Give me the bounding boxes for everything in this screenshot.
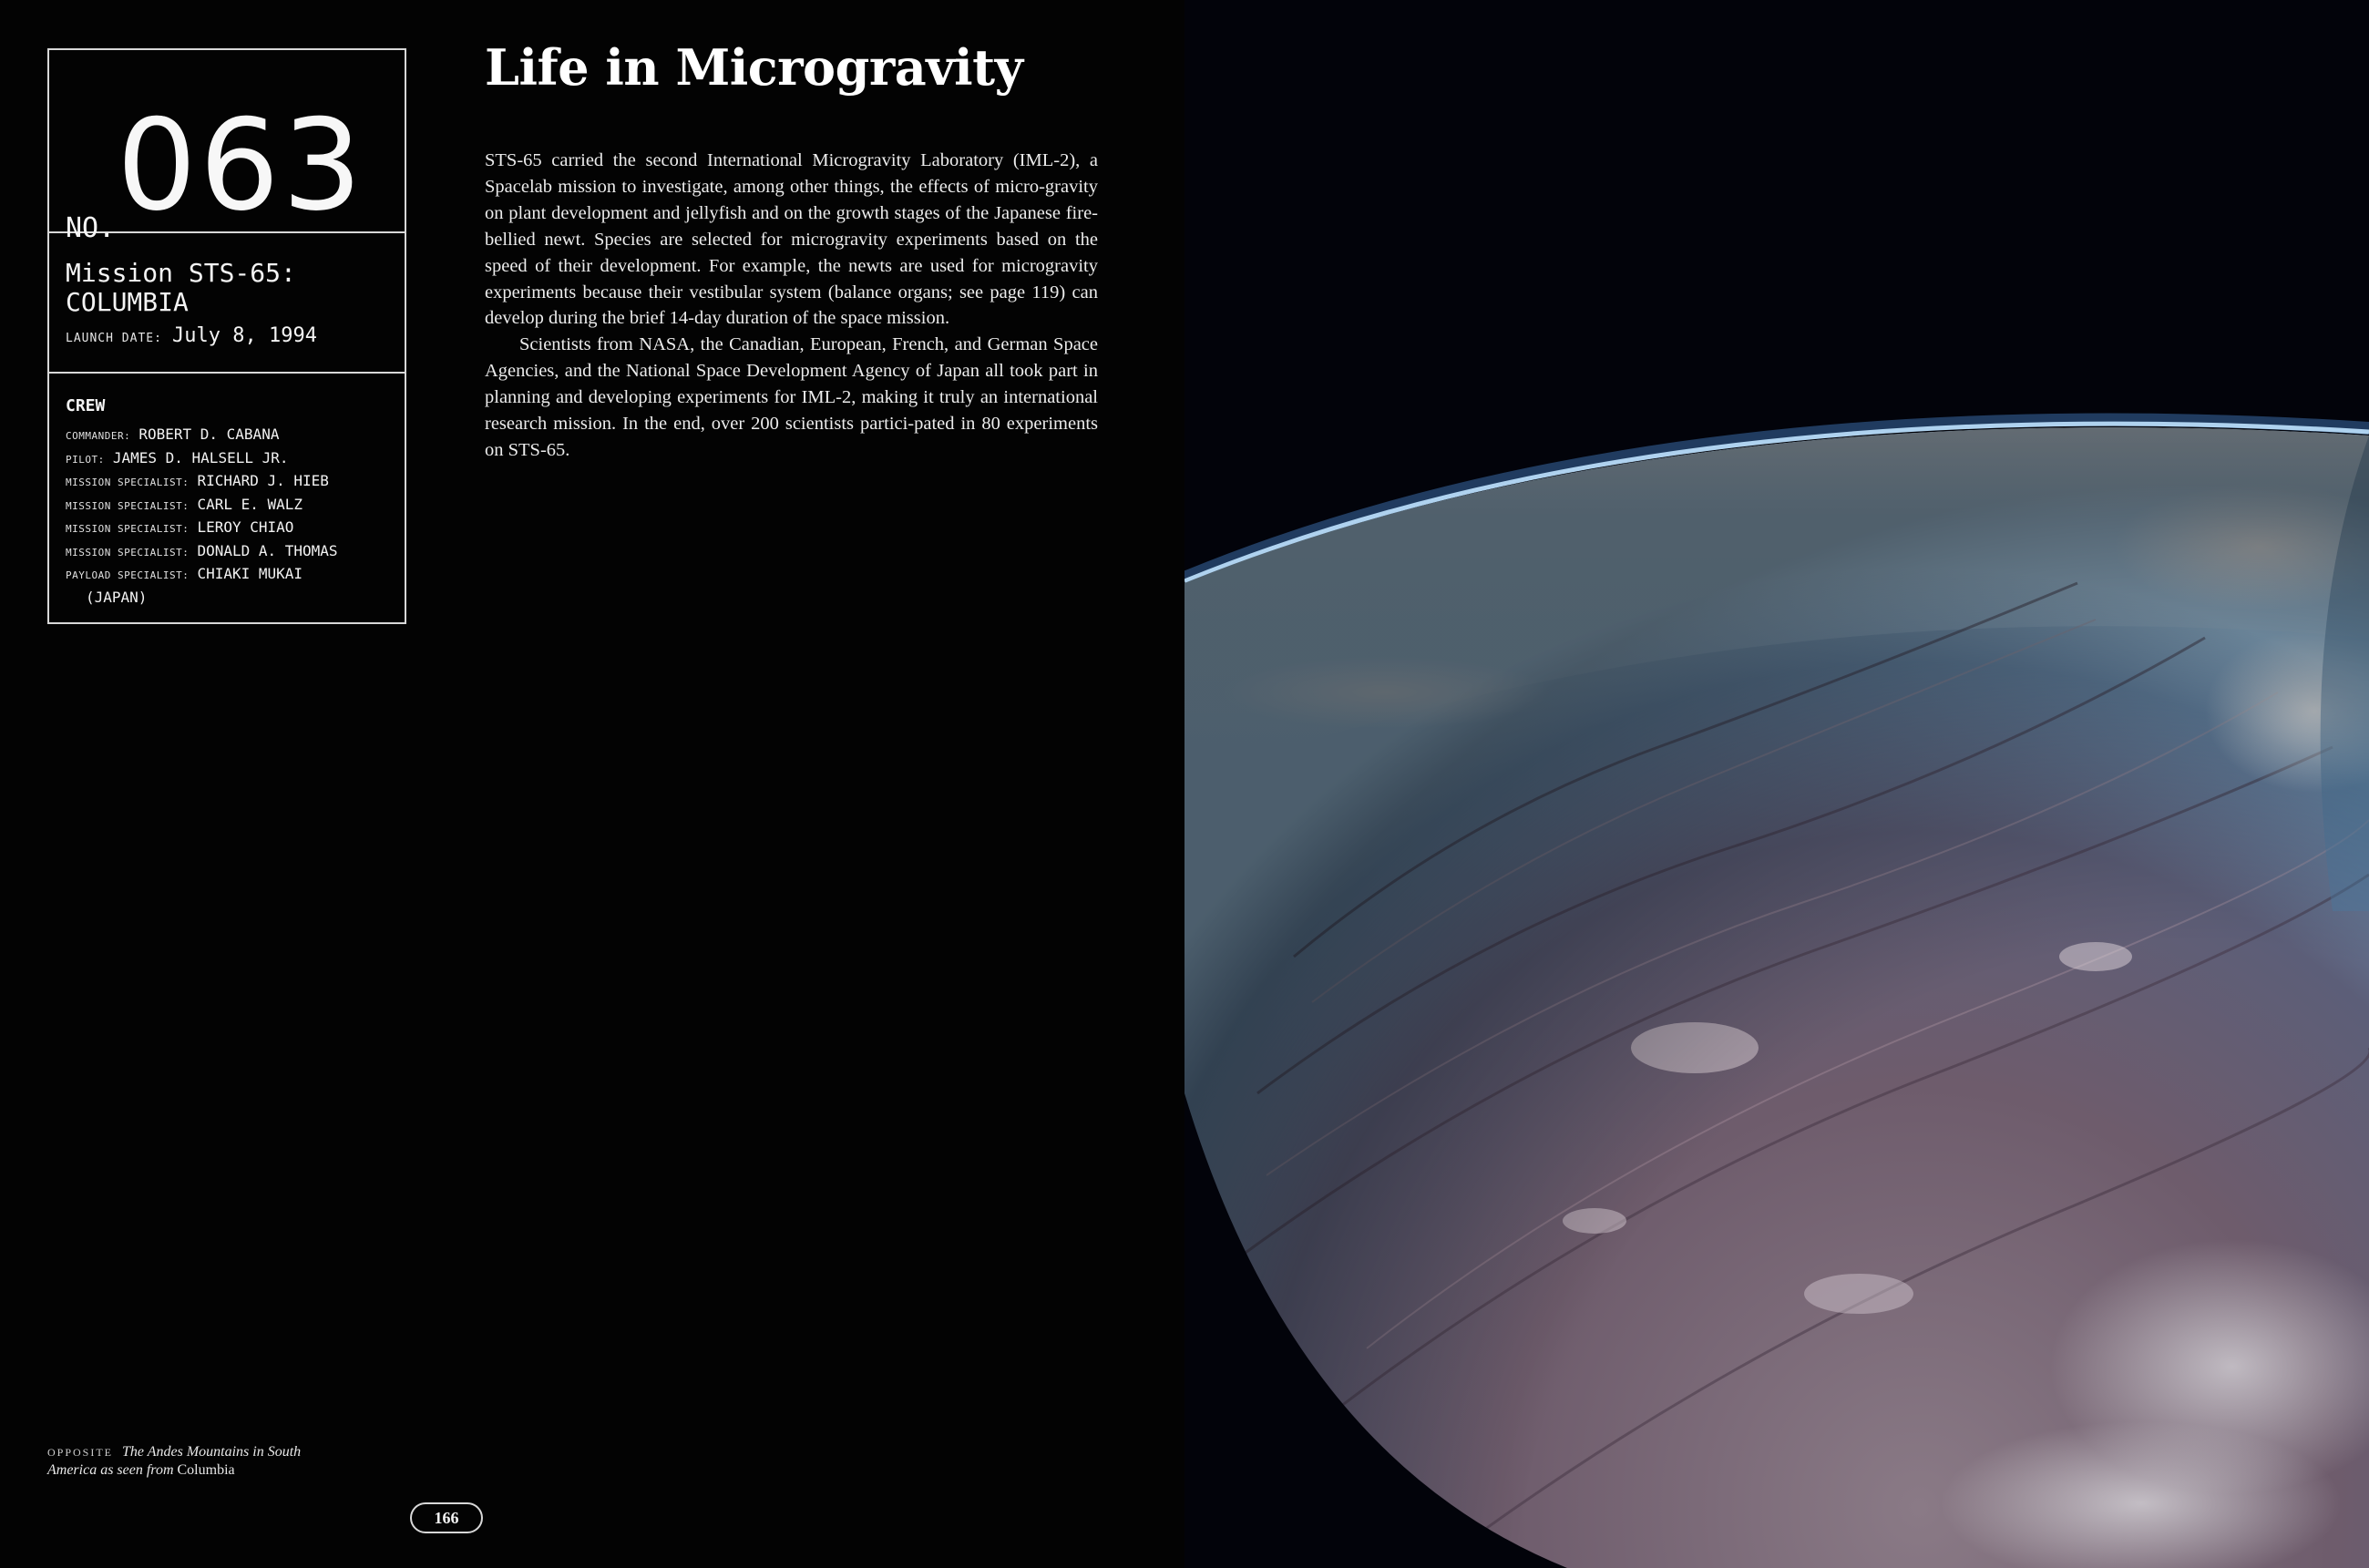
number-prefix: NO. (66, 212, 116, 244)
crew-member (66, 562, 395, 586)
crew-role: PILOT: (66, 453, 105, 466)
mission-number-block (49, 50, 405, 244)
caption-spacecraft: Columbia (177, 1462, 235, 1478)
article-headline: Life in Microgravity (485, 38, 1023, 97)
crew-role: MISSION SPECIALIST: (66, 523, 190, 535)
caption-text: The Andes Mountains in South America as seen from (47, 1444, 302, 1478)
crew-role: MISSION SPECIALIST: (66, 499, 190, 512)
crew-block (66, 396, 395, 609)
crew-role: COMMANDER: (66, 430, 131, 442)
crew-name: ROBERT D. CABANA (138, 425, 280, 443)
crew-member (66, 539, 395, 563)
crew-role: MISSION SPECIALIST: (66, 546, 190, 559)
crew-name: RICHARD J. HIEB (197, 472, 329, 489)
crew-role: MISSION SPECIALIST: (66, 477, 190, 488)
crew-role: PAYLOAD SPECIALIST: (66, 569, 190, 581)
crew-member (66, 516, 395, 539)
crew-name: DONALD A. THOMAS (197, 541, 338, 559)
launch-row (66, 324, 317, 347)
crew-name: CARL E. WALZ (197, 495, 303, 513)
article-body (485, 148, 1098, 464)
crew-member (66, 493, 395, 517)
mission-card (47, 48, 406, 624)
article-paragraph: Scientists from NASA, the Canadian, European, French, and German Space Agencies, and the National Space Development Agency of Japan all took part in planning and developing experiments for IML-2, making it truly an international research mission. In the end, over 200 scientists partici-pated in 80 experiments on STS-65. (485, 334, 1098, 460)
article-paragraph: STS-65 carried the second International Microgravity Laboratory (IML-2), a Spacelab mission to investigate, among other things, the effects of micro-gravity on plant development and jellyfish and on the growth stages of the Japanese fire-bellied newt. Species are selected for microgravity experiments based on the speed of their development. For example, the newts are used for microgravity experiments because their vestibular system (balance organs; see page 119) can develop during the brief 14-day duration of the space mission. (485, 150, 1098, 329)
caption-label: OPPOSITE (47, 1446, 114, 1459)
mission-info-block (49, 233, 405, 374)
photo-caption (47, 1443, 339, 1480)
earth-from-orbit-image (1184, 0, 2369, 1568)
crew-member (66, 423, 395, 446)
crew-name: CHIAKI MUKAI (197, 565, 303, 582)
crew-member (66, 469, 395, 493)
crew-note: (JAPAN) (86, 588, 148, 606)
crew-member (66, 446, 395, 470)
earth-photo (1184, 0, 2369, 1568)
launch-date-label: LAUNCH DATE: (66, 332, 162, 345)
mission-number: 063 (117, 92, 365, 239)
mission-title: Mission STS-65: COLUMBIA (66, 258, 296, 317)
crew-name: LEROY CHIAO (197, 518, 294, 536)
launch-date: July 8, 1994 (172, 324, 317, 347)
crew-heading: CREW (66, 396, 106, 415)
crew-name: JAMES D. HALSELL JR. (112, 448, 289, 466)
page-number: 166 (410, 1502, 483, 1533)
